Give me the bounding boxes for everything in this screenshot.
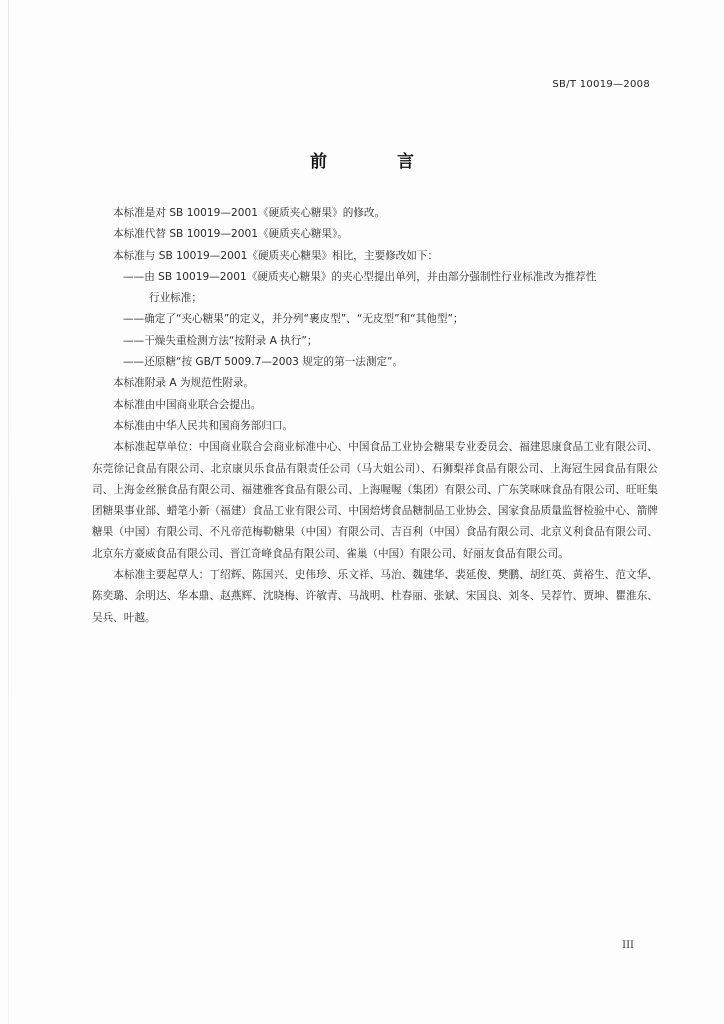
line-annex: 本标准附录 A 为规范性附录。 xyxy=(113,377,255,390)
page-number: III xyxy=(622,940,634,951)
foreword-body xyxy=(92,203,658,629)
line-change-3: ——干燥失重检测方法“按附录 A 执行”； xyxy=(123,334,318,347)
standard-code: SB/T 10019—2008 xyxy=(552,79,650,90)
line-change-1: ——由 SB 10019—2001《硬质夹心糖果》的夹心型提出单列，并由部分强制性行业标准改为推荐性 xyxy=(123,270,597,283)
line-replaces: 本标准代替 SB 10019—2001《硬质夹心糖果》。 xyxy=(113,228,348,241)
line-centralized-by: 本标准由中华人民共和国商务部归口。 xyxy=(113,419,294,432)
line-change-1-cont: 行业标准； xyxy=(149,292,202,305)
line-revision-of: 本标准是对 SB 10019—2001《硬质夹心糖果》的修改。 xyxy=(113,207,386,219)
line-change-2: ——确定了“夹心糖果”的定义，并分列“裹皮型”、“无皮型”和“其他型”； xyxy=(123,313,464,326)
line-main-changes: 本标准与 SB 10019—2001《硬质夹心糖果》相比，主要修改如下： xyxy=(113,249,439,262)
paragraph-drafters: 本标准主要起草人：丁绍辉、陈国兴、史伟珍、乐文祥、马治、魏建华、裴延俊、樊鹏、胡红英、黄裕生、范文华、陈奕璐、余明达、华本鼎、赵燕辉、沈晓梅、许敏青、马战明、杜春丽、张斌、宋国良、刘冬、吴荐竹、贾坤、瞿淮东、吴兵、叶越。 xyxy=(92,569,658,624)
line-proposed-by: 本标准由中国商业联合会提出。 xyxy=(113,398,262,411)
page-title: 前 言 xyxy=(310,152,446,172)
paragraph-drafting-units: 本标准起草单位：中国商业联合会商业标准中心、中国食品工业协会糖果专业委员会、福建思康食品工业有限公司、东莞徐记食品有限公司、北京康贝乐食品有限责任公司（马大姐公司）、石狮梨祥食品有限公司、上海冠生园食品有限公司、上海金丝猴食品有限公司、福建雅客食品有限公司、上海喔喔（集团）有限公司、广东笑咪咪食品有限公司、旺旺集团糖果事业部、蜡笔小新（福建）食品工业有限公司、中国焙烤食品糖制品工业协会、国家食品质量监督检验中心、箭牌糖果（中国）有限公司、不凡帝范梅勒糖果（中国）有限公司、吉百利（中国）食品有限公司、北京义利食品有限公司、北京东方豪威食品有限公司、晋江奇峰食品有限公司、雀巢（中国）有限公司、好丽友食品有限公司。 xyxy=(92,441,658,560)
line-change-4: ——还原糖“按 GB/T 5009.7—2003 规定的第一法测定”。 xyxy=(123,356,404,369)
